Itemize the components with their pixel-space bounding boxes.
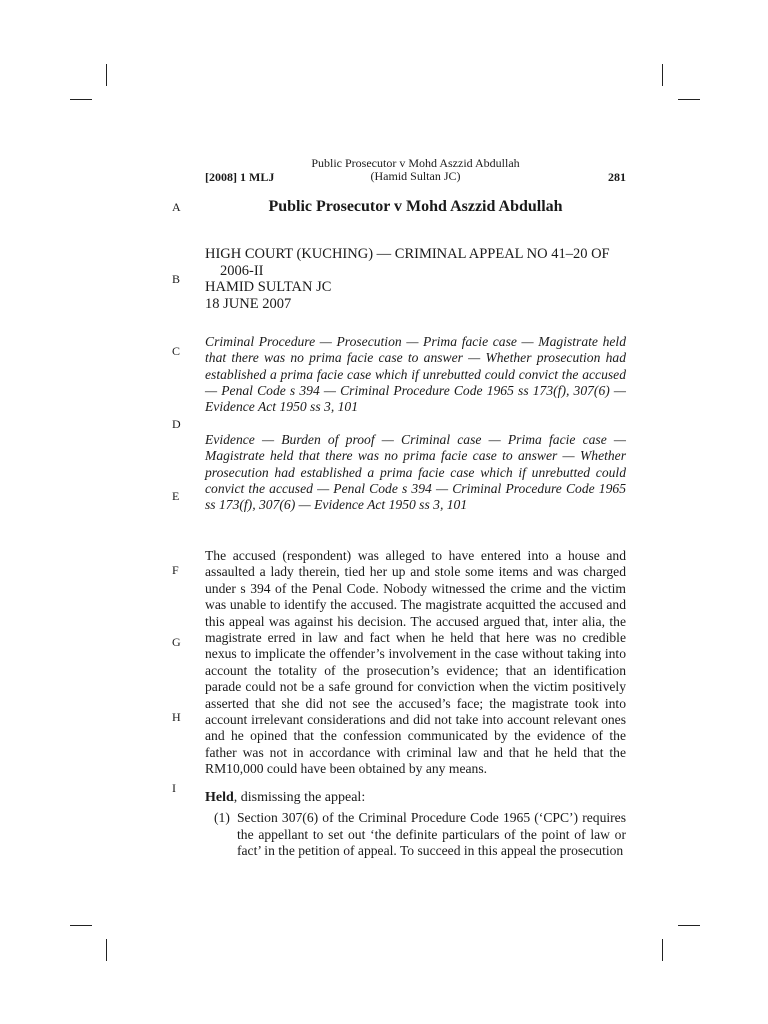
margin-letter: H — [172, 710, 181, 724]
held-label: Held — [205, 790, 234, 805]
catchwords-evidence: Evidence — Burden of proof — Criminal case — Prima facie case — Magistrate held that there was no prima facie case to answer — Whether prosecution had established a prima facie case which if unrebutted could convict the accused — Penal Code s 394 — Criminal Procedure Code 1965 ss 173(f), 307(6) — Evidence Act 1950 ss 3, 101 — [205, 432, 626, 513]
appeal-number: 2006-II — [220, 262, 264, 279]
crop-mark — [70, 925, 92, 926]
crop-mark — [70, 99, 92, 100]
catchwords-criminal-procedure: Criminal Procedure — Prosecution — Prima facie case — Magistrate held that there was no prima facie case to answer — Whether prosecution had established a prima facie case which if unrebutted could convict the accused — Penal Code s 394 — Criminal Procedure Code 1965 ss 173(f), 307(6) — Evidence Act 1950 ss 3, 101 — [205, 334, 626, 415]
crop-mark — [662, 64, 663, 86]
margin-letter: D — [172, 417, 181, 431]
case-title: Public Prosecutor v Mohd Aszzid Abdullah — [268, 198, 563, 215]
judgment-date: 18 JUNE 2007 — [205, 295, 292, 312]
running-head-case — [205, 157, 626, 183]
margin-letter: F — [172, 563, 179, 577]
page-number: 281 — [608, 170, 626, 184]
judge-name: HAMID SULTAN JC — [205, 279, 332, 295]
court-details — [205, 246, 626, 312]
case-summary: The accused (respondent) was alleged to have entered into a house and assaulted a lady therein, tied her up and stole some items and was charged under s 394 of the Penal Code. Nobody witnessed the crime and the victim was unable to identify the accused. The magistrate acquitted the accused and this appeal was against his decision. The accused argued that, inter alia, the magistrate erred in law and fact when he held that here was no credible nexus to implicate the offender’s involvement in the case without taking into account the totality of the prosecution’s evidence; that an identification parade could not be a safe ground for conviction when the victim positively asserted that she did not see the accused’s face; the magistrate took into account irrelevant considerations and did not take into account relevant ones and he opined that the confession communicated by the evidence of the father was not in accordance with criminal law and that he held that the RM10,000 could have been obtained by any means. — [205, 548, 626, 777]
report-citation: [2008] 1 MLJ — [205, 170, 275, 184]
court-name: HIGH COURT (KUCHING) — CRIMINAL APPEAL NO 41–20 OF — [205, 246, 610, 262]
crop-mark — [678, 925, 700, 926]
margin-letter: A — [172, 200, 181, 214]
crop-mark — [662, 939, 663, 961]
held-outcome: , dismissing the appeal: — [233, 790, 366, 805]
held-item — [214, 810, 626, 860]
crop-mark — [106, 939, 107, 961]
running-head-judge: (Hamid Sultan JC) — [370, 169, 461, 183]
margin-letter: C — [172, 344, 181, 358]
margin-letter: B — [172, 272, 181, 286]
running-head — [205, 157, 626, 187]
margin-letter: G — [172, 635, 181, 649]
margin-letter: I — [172, 781, 176, 795]
crop-mark — [678, 99, 700, 100]
held-item-number: (1) — [214, 810, 230, 825]
margin-letter: E — [172, 489, 180, 503]
crop-mark — [106, 64, 107, 86]
held-heading — [205, 790, 365, 806]
running-head-case-name: Public Prosecutor v Mohd Aszzid Abdullah — [311, 156, 520, 170]
held-item-text: Section 307(6) of the Criminal Procedure Code 1965 (‘CPC’) requires the appellant to set out ‘the definite particulars of the point of law or fact’ in the petition of appeal. To succeed in this appeal the prosecution — [237, 810, 626, 858]
